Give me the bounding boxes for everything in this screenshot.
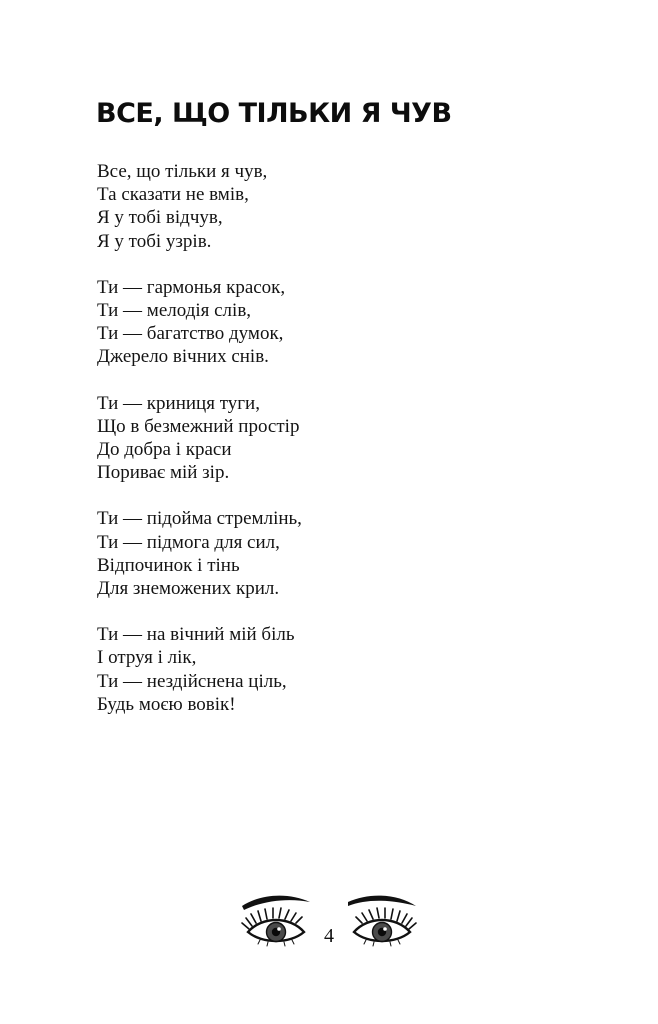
poem-line: Все, що тільки я чув, <box>97 161 268 182</box>
poem-line: Ти — багатство думок, <box>97 323 284 345</box>
stanza <box>97 507 597 600</box>
poem-line: Я у тобі відчув, <box>97 207 223 229</box>
poem-line: Джерело вічних снів. <box>97 346 269 368</box>
poem-line: Я у тобі узрів. <box>97 230 212 252</box>
stanza <box>97 392 597 485</box>
poem-line: І отруя і лік, <box>97 647 197 669</box>
poem-line: До добра і краси <box>97 439 232 461</box>
poem-line: Та сказати не вмів, <box>97 184 249 206</box>
poem-body <box>97 160 597 739</box>
poem-line: Ти — на вічний мій біль <box>97 624 295 646</box>
poem-line: Для знеможених крил. <box>97 578 280 600</box>
poem-line: Ти — підмога для сил, <box>97 531 280 553</box>
stanza <box>97 623 597 716</box>
poem-line: Пориває мій зір. <box>97 462 230 484</box>
poem-title: ВСЕ, ЩО ТІЛЬКИ Я ЧУВ <box>96 98 452 129</box>
poem-line: Ти — підойма стремлінь, <box>97 508 302 530</box>
poem-line: Що в безмежний простір <box>97 415 300 437</box>
eye-right-icon <box>346 892 418 950</box>
poem-line: Ти — мелодія слів, <box>97 300 252 322</box>
eye-left-icon <box>240 892 312 950</box>
stanza <box>97 160 597 253</box>
poem-line: Ти — нездійснена ціль, <box>97 670 287 692</box>
page-footer <box>0 880 658 960</box>
stanza <box>97 276 597 369</box>
poem-line: Відпочинок і тінь <box>97 554 240 576</box>
poem-line: Ти — криниця туги, <box>97 392 260 414</box>
page-number: 4 <box>324 925 334 947</box>
poem-line: Будь моєю вовік! <box>97 693 236 715</box>
poem-line: Ти — гармонья красок, <box>97 276 286 298</box>
